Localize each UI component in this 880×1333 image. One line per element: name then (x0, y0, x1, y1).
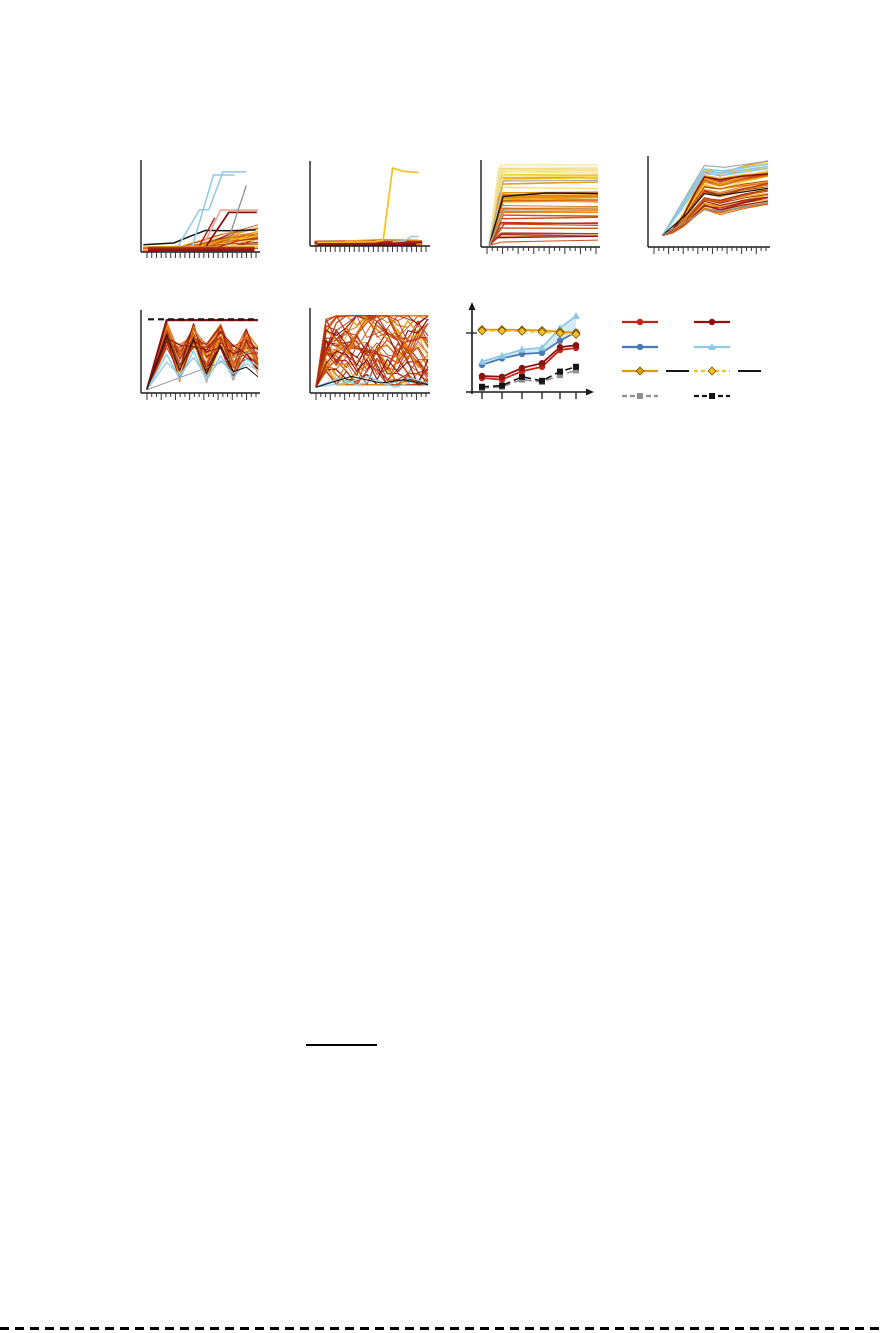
ensemble-line-chart-2 (304, 156, 436, 262)
ensemble-line-chart-6 (304, 304, 436, 404)
page-footer-dashed-rule (0, 1327, 880, 1330)
ensemble-line-chart-1 (134, 156, 266, 262)
marker-series-chart (458, 298, 596, 408)
ensemble-line-chart-3 (475, 156, 605, 256)
figure-legend (615, 306, 777, 408)
equation-fraction-bar (306, 1044, 377, 1046)
ensemble-line-chart-4 (642, 152, 774, 256)
ensemble-line-chart-5 (135, 306, 265, 404)
